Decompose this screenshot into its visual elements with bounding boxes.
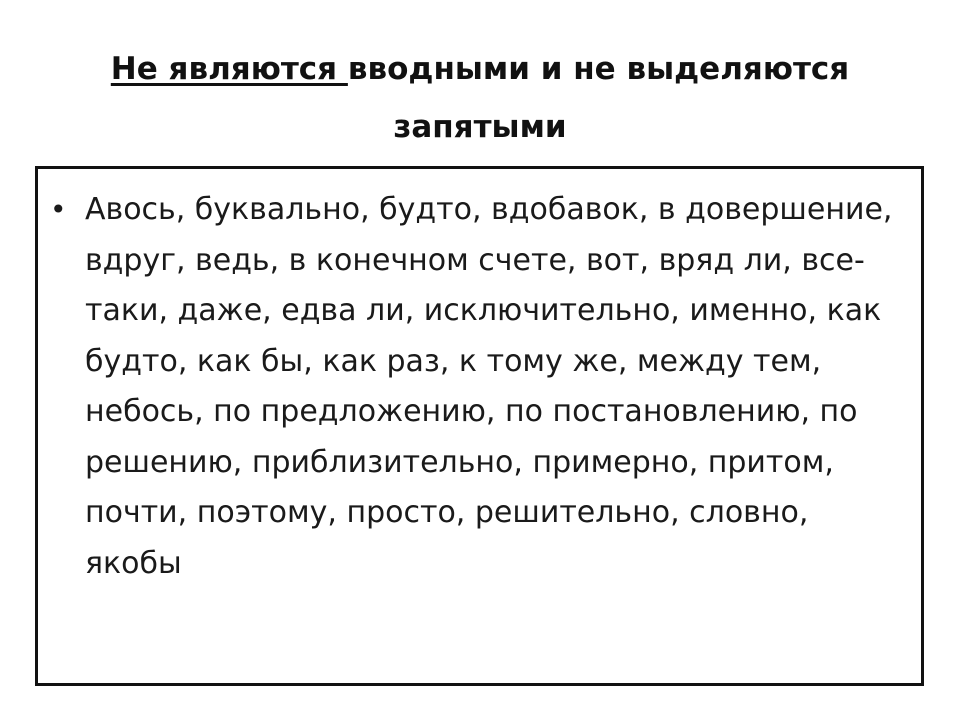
content-box [35, 166, 924, 686]
bullet-text: Авось, буквально, будто, вдобавок, в довершение, вдруг, ведь, в конечном счете, вот, вряд ли, все-таки, даже, едва ли, исключительно, именно, как будто, как бы, как раз, к тому же, между тем, небось, по предложению, по постановлению, по решению, приблизительно, примерно, притом, почти, поэтому, просто, решительно, словно, якобы [85, 192, 893, 581]
bullet-icon: • [50, 193, 67, 226]
title-rest: вводными и не выделяются запятыми [347, 51, 850, 145]
title-underlined-part: Не являются [110, 51, 348, 87]
bullet-item [50, 185, 901, 589]
slide-title [40, 40, 920, 156]
